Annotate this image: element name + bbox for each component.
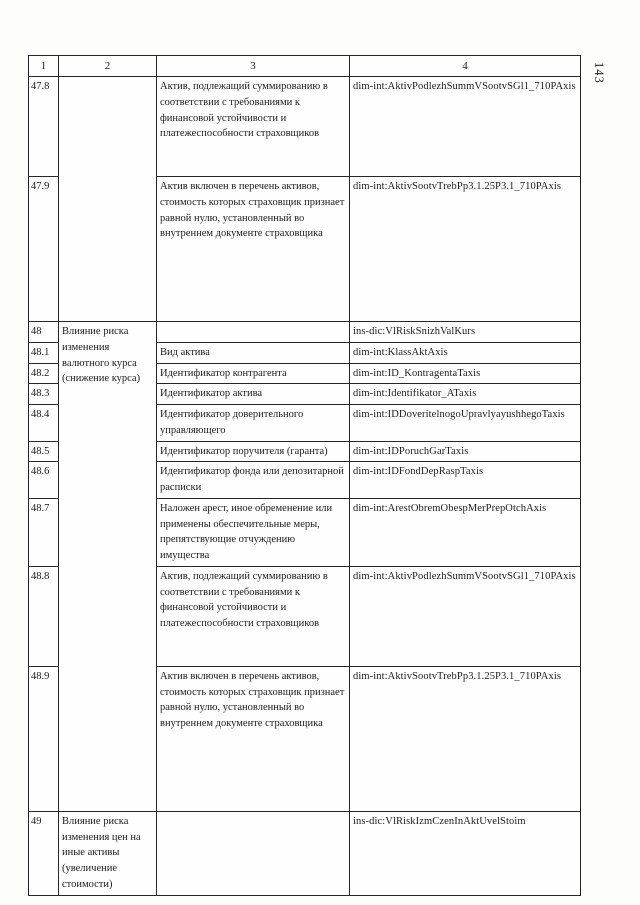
code-cell: dim-int:IDPoruchGarTaxis: [350, 441, 581, 462]
code-cell: dim-int:ID_KontragentaTaxis: [350, 363, 581, 384]
taxonomy-table: [28, 55, 581, 896]
row-number-cell: 48.1: [29, 342, 59, 363]
indicator-name-cell: Идентификатор актива: [157, 384, 350, 405]
page-number: 143: [592, 62, 606, 84]
indicator-name-cell: Идентификатор фонда или депозитарной расписки: [157, 462, 350, 499]
row-number-cell: 47.8: [29, 77, 59, 177]
indicator-name-cell: Идентификатор контрагента: [157, 363, 350, 384]
code-cell: dim-int:ArestObremObespMerPrepOtchAxis: [350, 498, 581, 566]
code-cell: dim-int:KlassAktAxis: [350, 342, 581, 363]
code-cell: dim-int:AktivSootvTrebPp3.1.25P3.1_710PAxis: [350, 177, 581, 322]
code-cell: dim-int:AktivSootvTrebPp3.1.25P3.1_710PAxis: [350, 666, 581, 811]
column-header-2: 2: [59, 56, 157, 77]
row-number-cell: 48.2: [29, 363, 59, 384]
column-header-3: 3: [157, 56, 350, 77]
column-header-4: 4: [350, 56, 581, 77]
row-number-cell: 48.4: [29, 405, 59, 442]
indicator-name-cell: Вид актива: [157, 342, 350, 363]
indicator-name-cell: Наложен арест, иное обременение или применены обеспечительные меры, препятствующие отчуждению имущества: [157, 498, 350, 566]
indicator-name-cell: Актив включен в перечень активов, стоимость которых страховщик признает равной нулю, установленный во внутреннем документе страховщика: [157, 177, 350, 322]
code-cell: dim-int:Identifikator_ATaxis: [350, 384, 581, 405]
indicator-name-cell: [157, 811, 350, 895]
row-number-cell: 48.8: [29, 566, 59, 666]
column-header-1: 1: [29, 56, 59, 77]
code-cell: dim-int:IDDoveritelnogoUpravlyayushhegoTaxis: [350, 405, 581, 442]
group-cell: Влияние риска изменения цен на иные активы (увеличение стоимости): [59, 811, 157, 895]
indicator-name-cell: Актив включен в перечень активов, стоимость которых страховщик признает равной нулю, установленный во внутреннем документе страховщика: [157, 666, 350, 811]
table-row: [29, 77, 581, 177]
code-cell: ins-dic:VlRiskSnizhValKurs: [350, 322, 581, 343]
indicator-name-cell: Актив, подлежащий суммированию в соответствии с требованиями к финансовой устойчивости и платежеспособности страховщиков: [157, 77, 350, 177]
code-cell: ins-dic:VlRiskIzmCzenInAktUvelStoim: [350, 811, 581, 895]
row-number-cell: 48.6: [29, 462, 59, 499]
row-number-cell: 47.9: [29, 177, 59, 322]
row-number-cell: 48.5: [29, 441, 59, 462]
row-number-cell: 48.7: [29, 498, 59, 566]
indicator-name-cell: Идентификатор доверительного управляющего: [157, 405, 350, 442]
code-cell: dim-int:AktivPodlezhSummVSootvSGl1_710PAxis: [350, 77, 581, 177]
group-cell: [59, 77, 157, 322]
indicator-name-cell: [157, 322, 350, 343]
group-cell: Влияние риска изменения валютного курса (снижение курса): [59, 322, 157, 812]
row-number-cell: 48.3: [29, 384, 59, 405]
row-number-cell: 49: [29, 811, 59, 895]
code-cell: dim-int:AktivPodlezhSummVSootvSGl1_710PAxis: [350, 566, 581, 666]
indicator-name-cell: Актив, подлежащий суммированию в соответствии с требованиями к финансовой устойчивости и платежеспособности страховщиков: [157, 566, 350, 666]
code-cell: dim-int:IDFondDepRaspTaxis: [350, 462, 581, 499]
indicator-name-cell: Идентификатор поручителя (гаранта): [157, 441, 350, 462]
table-row: [29, 811, 581, 895]
row-number-cell: 48: [29, 322, 59, 343]
table-header-row: [29, 56, 581, 77]
row-number-cell: 48.9: [29, 666, 59, 811]
table-row: [29, 322, 581, 343]
